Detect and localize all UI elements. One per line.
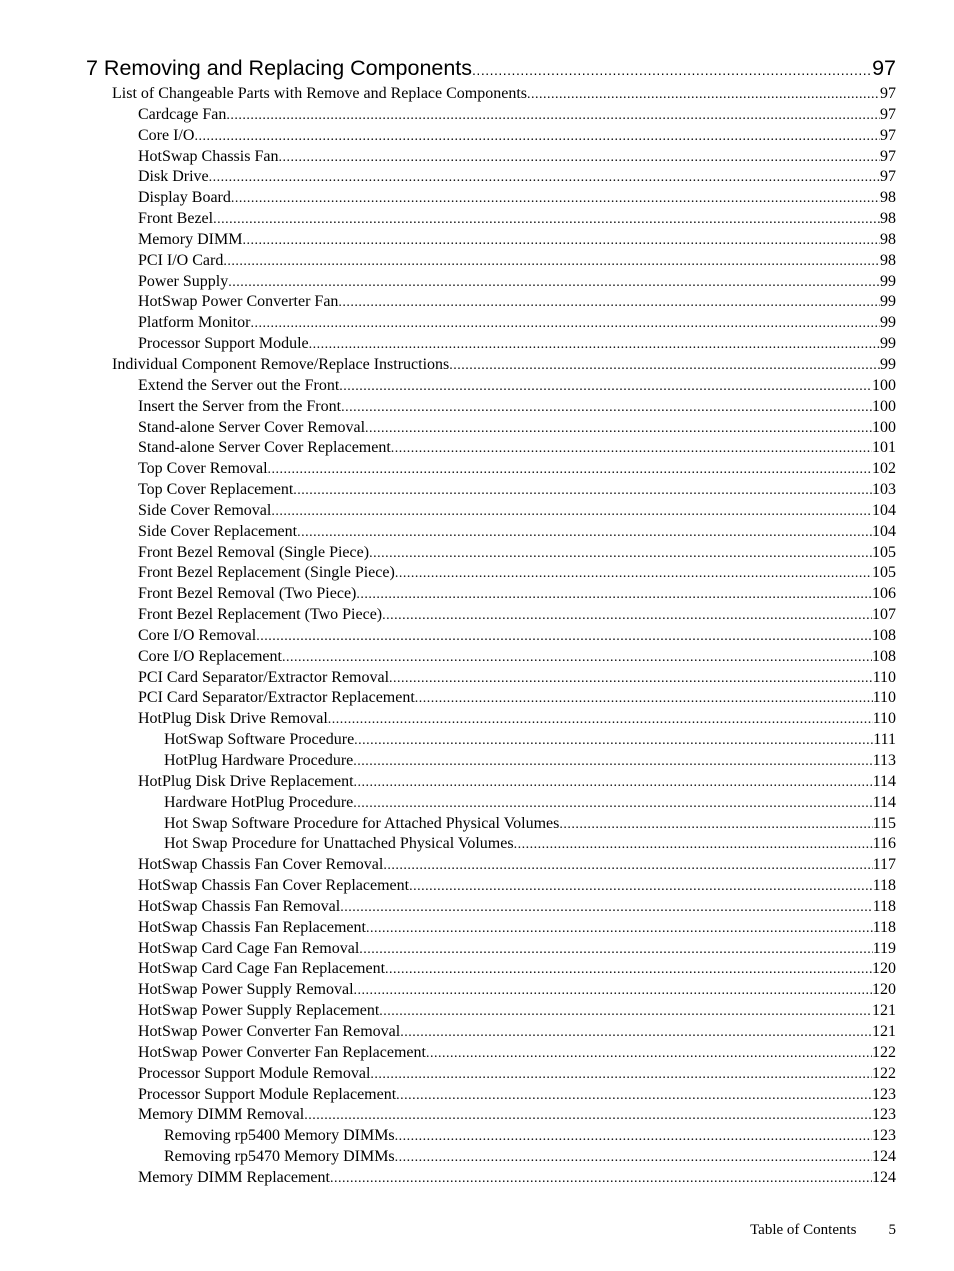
toc-entry-page-number: 107 <box>872 606 896 624</box>
dot-leader <box>383 856 872 877</box>
toc-entry-page-number: 97 <box>880 85 896 102</box>
toc-entry-title: HotSwap Chassis Fan <box>138 147 279 165</box>
toc-entry-title: Processor Support Module Replacement <box>138 1085 397 1103</box>
dot-leader <box>472 62 872 78</box>
toc-entry[interactable] <box>138 1022 896 1043</box>
toc-entry-page-number: 98 <box>880 230 896 248</box>
toc-entry-page-number: 99 <box>880 355 896 373</box>
dot-leader <box>338 293 880 314</box>
toc-entry-page-number: 100 <box>872 397 896 415</box>
toc-entry[interactable] <box>138 1168 896 1189</box>
toc-entry-title: HotSwap Software Procedure <box>164 731 355 749</box>
toc-entry[interactable] <box>138 626 896 647</box>
dot-leader <box>449 356 880 377</box>
toc-entry[interactable] <box>112 84 896 105</box>
toc-entry[interactable] <box>138 605 896 626</box>
toc-entry[interactable] <box>138 855 896 876</box>
toc-entry-page-number: 110 <box>872 668 896 686</box>
dot-leader <box>391 439 872 460</box>
toc-entry-title: Memory DIMM <box>138 230 243 248</box>
toc-entry-page-number: 119 <box>872 939 896 957</box>
dot-leader <box>389 669 873 690</box>
toc-entry-title: Front Bezel Replacement (Single Piece) <box>138 564 395 582</box>
dot-leader <box>415 689 873 710</box>
toc-entry[interactable] <box>138 459 896 480</box>
toc-entry-title: PCI Card Separator/Extractor Removal <box>138 668 390 686</box>
toc-entry-title: Removing rp5470 Memory DIMMs <box>164 1148 395 1166</box>
dot-leader <box>370 1065 872 1086</box>
dot-leader <box>385 960 872 981</box>
toc-entry-page-number: 101 <box>872 439 896 457</box>
toc-chapter-entry[interactable] <box>86 56 896 84</box>
toc-entry[interactable] <box>138 939 896 960</box>
toc-entry-title: Top Cover Removal <box>138 460 268 478</box>
toc-entry[interactable] <box>138 480 896 501</box>
toc-entry-title: Cardcage Fan <box>138 105 227 123</box>
toc-entry-title: HotSwap Chassis Fan Removal <box>138 897 341 915</box>
toc-entry-page-number: 115 <box>872 814 896 832</box>
dot-leader <box>365 419 872 440</box>
toc-entry-page-number: 104 <box>872 501 896 519</box>
toc-entry-page-number: 103 <box>872 481 896 499</box>
toc-entry-title: HotPlug Hardware Procedure <box>164 752 354 769</box>
toc-entry-title: HotSwap Power Converter Fan Replacement <box>138 1043 426 1061</box>
dot-leader <box>226 106 880 127</box>
dot-leader <box>527 85 880 106</box>
dot-leader <box>353 752 872 773</box>
toc-entry[interactable] <box>138 688 896 709</box>
toc-entry-title: Side Cover Replacement <box>138 522 298 540</box>
toc-entry-title: PCI Card Separator/Extractor Replacement <box>138 689 415 707</box>
toc-entry-page-number: 117 <box>872 856 896 874</box>
toc-entry[interactable] <box>164 1147 896 1168</box>
toc-entry[interactable] <box>164 751 896 772</box>
toc-entry[interactable] <box>112 355 896 376</box>
toc-entry[interactable] <box>138 1001 896 1022</box>
toc-entry[interactable] <box>138 397 896 418</box>
toc-entry-page-number: 111 <box>873 731 896 749</box>
toc-entry[interactable] <box>138 1105 896 1126</box>
dot-leader <box>330 1169 872 1190</box>
toc-entry[interactable] <box>138 209 896 230</box>
toc-entry[interactable] <box>138 647 896 668</box>
toc-entry-title: Disk Drive <box>138 168 209 186</box>
dot-leader <box>354 731 873 752</box>
toc-entry-page-number: 97 <box>880 126 896 144</box>
toc-entry[interactable] <box>164 1126 896 1147</box>
toc-entry-title: Removing rp5400 Memory DIMMs <box>164 1127 395 1145</box>
dot-leader <box>340 898 872 919</box>
chapter-title: 7 Removing and Replacing Components <box>86 56 473 80</box>
dot-leader <box>268 460 872 481</box>
toc-entry-page-number: 118 <box>872 897 896 915</box>
toc-entry-page-number: 98 <box>880 189 896 207</box>
dot-leader <box>293 481 872 502</box>
toc-entry-title: HotSwap Power Supply Replacement <box>138 1002 380 1020</box>
toc-entry[interactable] <box>138 438 896 459</box>
toc-entry-page-number: 120 <box>872 981 896 999</box>
toc-entry-page-number: 99 <box>880 272 896 290</box>
toc-entry-title: HotPlug Disk Drive Replacement <box>138 772 354 790</box>
toc-entry-title: Insert the Server from the Front <box>138 397 342 415</box>
toc-entry-page-number: 123 <box>872 1127 896 1145</box>
dot-leader <box>369 544 872 565</box>
dot-leader <box>395 564 872 585</box>
toc-entry[interactable] <box>164 834 896 855</box>
toc-entry-page-number: 100 <box>872 418 896 436</box>
toc-entry-title: HotSwap Chassis Fan Replacement <box>138 918 366 936</box>
dot-leader <box>256 627 872 648</box>
toc-entry-page-number: 121 <box>872 1022 896 1040</box>
toc-entry[interactable] <box>138 105 896 126</box>
toc-entry-page-number: 114 <box>872 772 896 790</box>
toc-entry-title: HotSwap Card Cage Fan Replacement <box>138 960 386 978</box>
dot-leader <box>353 794 872 815</box>
toc-entry[interactable] <box>138 1085 896 1106</box>
toc-entry[interactable] <box>138 230 896 251</box>
toc-entry[interactable] <box>138 772 896 793</box>
toc-entry-page-number: 99 <box>880 293 896 311</box>
dot-leader <box>282 648 872 669</box>
toc-entry[interactable] <box>138 543 896 564</box>
toc-entry-page-number: 123 <box>872 1085 896 1103</box>
toc-entry-page-number: 113 <box>872 752 896 769</box>
dot-leader <box>271 502 872 523</box>
toc-entry[interactable] <box>138 522 896 543</box>
toc-entry[interactable] <box>138 918 896 939</box>
toc-entry-title: Front Bezel Replacement (Two Piece) <box>138 606 383 624</box>
toc-entry-page-number: 123 <box>872 1106 896 1124</box>
dot-leader <box>278 148 880 169</box>
toc-entry-page-number: 118 <box>872 877 896 895</box>
toc-entry[interactable] <box>138 313 896 334</box>
toc-entry-page-number: 99 <box>880 335 896 353</box>
dot-leader <box>339 377 872 398</box>
toc-entry-page-number: 110 <box>872 689 896 707</box>
dot-leader <box>354 773 873 794</box>
dot-leader <box>304 1106 872 1127</box>
toc-entry-page-number: 122 <box>872 1043 896 1061</box>
toc-entry-title: Power Supply <box>138 272 229 290</box>
dot-leader <box>309 335 880 356</box>
toc-entry-page-number: 100 <box>872 376 896 394</box>
dot-leader <box>231 189 880 210</box>
toc-entry-title: HotSwap Chassis Fan Cover Replacement <box>138 877 410 895</box>
toc-entry[interactable] <box>138 1043 896 1064</box>
toc-entry-title: Hardware HotPlug Procedure <box>164 793 354 811</box>
toc-entry-title: Memory DIMM Replacement <box>138 1168 330 1186</box>
dot-leader <box>400 1023 872 1044</box>
dot-leader <box>366 919 873 940</box>
toc-entry-title: List of Changeable Parts with Remove and Replace Components <box>112 85 528 102</box>
dot-leader <box>341 398 872 419</box>
dot-leader <box>194 127 880 148</box>
toc-entry[interactable] <box>138 1064 896 1085</box>
toc-entry-page-number: 98 <box>880 210 896 228</box>
toc-entry-title: HotSwap Power Converter Fan <box>138 293 339 311</box>
toc-entry[interactable] <box>138 376 896 397</box>
dot-leader <box>395 1127 872 1148</box>
dot-leader <box>395 1148 872 1169</box>
toc-entry-page-number: 102 <box>872 460 896 478</box>
dot-leader <box>379 1002 872 1023</box>
toc-entry[interactable] <box>138 292 896 313</box>
toc-entry-title: Stand-alone Server Cover Removal <box>138 418 366 436</box>
toc-entry-page-number: 97 <box>880 168 896 186</box>
toc-entry[interactable] <box>138 501 896 522</box>
toc-entry[interactable] <box>138 668 896 689</box>
toc-entry-page-number: 97 <box>880 105 896 123</box>
toc-entry-title: PCI I/O Card <box>138 251 224 269</box>
dot-leader <box>228 273 880 294</box>
page-footer <box>700 1222 896 1242</box>
toc-entry-title: Front Bezel Removal (Single Piece) <box>138 543 370 561</box>
dot-leader <box>356 585 872 606</box>
dot-leader <box>328 710 873 731</box>
toc-entry-page-number: 116 <box>872 835 896 853</box>
toc-entry[interactable] <box>138 418 896 439</box>
dot-leader <box>242 231 880 252</box>
chapter-page-number: 97 <box>872 56 896 80</box>
dot-leader <box>559 815 872 836</box>
toc-entry[interactable] <box>138 876 896 897</box>
toc-entry-title: Individual Component Remove/Replace Instructions <box>112 355 450 373</box>
toc-entry[interactable] <box>138 897 896 918</box>
toc-entry-page-number: 122 <box>872 1064 896 1082</box>
toc-entry[interactable] <box>138 584 896 605</box>
toc-entry-title: Stand-alone Server Cover Replacement <box>138 439 391 457</box>
toc-entry[interactable] <box>138 272 896 293</box>
toc-entry[interactable] <box>138 188 896 209</box>
toc-entry-title: Core I/O Replacement <box>138 647 282 665</box>
dot-leader <box>396 1086 872 1107</box>
toc-entry[interactable] <box>138 334 896 355</box>
toc-entry-title: HotSwap Power Supply Removal <box>138 981 354 999</box>
toc-entry-title: Platform Monitor <box>138 314 251 332</box>
toc-entry-title: Front Bezel <box>138 210 214 228</box>
toc-entry-page-number: 120 <box>872 960 896 978</box>
dot-leader <box>426 1044 872 1065</box>
toc-entry-page-number: 118 <box>872 918 896 936</box>
toc-entry-title: Core I/O Removal <box>138 626 257 644</box>
toc-entry-page-number: 106 <box>872 585 896 603</box>
toc-entry[interactable] <box>164 730 896 751</box>
dot-leader <box>409 877 873 898</box>
toc-entry-title: HotSwap Card Cage Fan Removal <box>138 939 360 957</box>
toc-entry-title: Hot Swap Procedure for Unattached Physical Volumes <box>164 835 514 853</box>
toc-entry-title: Top Cover Replacement <box>138 481 294 499</box>
dot-leader <box>354 981 872 1002</box>
toc-entry[interactable] <box>138 167 896 188</box>
toc-entry-title: Memory DIMM Removal <box>138 1106 305 1124</box>
toc-entry-title: Processor Support Module Removal <box>138 1064 371 1082</box>
dot-leader <box>209 168 880 189</box>
toc-entry[interactable] <box>138 147 896 168</box>
toc-entry[interactable] <box>164 814 896 835</box>
toc-entry-page-number: 105 <box>872 543 896 561</box>
dot-leader <box>514 835 873 856</box>
toc-entry-page-number: 98 <box>880 251 896 269</box>
toc-entry[interactable] <box>138 126 896 147</box>
toc-entry-title: Side Cover Removal <box>138 501 272 519</box>
toc-entry-title: Front Bezel Removal (Two Piece) <box>138 585 357 603</box>
toc-entry-page-number: 105 <box>872 564 896 582</box>
dot-leader <box>223 252 880 273</box>
toc-entry[interactable] <box>138 251 896 272</box>
dot-leader <box>359 940 872 961</box>
toc-entry[interactable] <box>138 980 896 1001</box>
toc-entry-page-number: 110 <box>872 710 896 728</box>
toc-entry-page-number: 124 <box>872 1148 896 1166</box>
toc-entry-title: HotSwap Power Converter Fan Removal <box>138 1022 401 1040</box>
toc-entry-title: Hot Swap Software Procedure for Attached Physical Volumes <box>164 814 560 832</box>
toc-entry-page-number: 108 <box>872 626 896 644</box>
toc-entry-page-number: 121 <box>872 1002 896 1020</box>
toc-entry-title: HotPlug Disk Drive Removal <box>138 710 328 728</box>
toc-entry-title: HotSwap Chassis Fan Cover Removal <box>138 856 384 874</box>
toc-entry-page-number: 99 <box>880 314 896 332</box>
toc-entry-title: Core I/O <box>138 126 195 144</box>
footer-page-number: 5 <box>888 1222 896 1238</box>
toc-entry-page-number: 108 <box>872 647 896 665</box>
toc-entry-page-number: 104 <box>872 522 896 540</box>
dot-leader <box>250 314 880 335</box>
dot-leader <box>297 523 872 544</box>
toc-list <box>0 84 954 1189</box>
footer-label: Table of Contents <box>750 1222 857 1238</box>
toc-entry[interactable] <box>138 709 896 730</box>
toc-entry-page-number: 124 <box>872 1168 896 1186</box>
toc-entry-page-number: 114 <box>872 793 896 811</box>
dot-leader <box>382 606 872 627</box>
toc-entry-title: Display Board <box>138 189 231 207</box>
dot-leader <box>213 210 880 231</box>
toc-entry-page-number: 97 <box>880 147 896 165</box>
toc-entry[interactable] <box>138 563 896 584</box>
toc-entry-title: Extend the Server out the Front <box>138 376 340 394</box>
toc-entry-title: Processor Support Module <box>138 335 309 353</box>
toc-entry[interactable] <box>164 793 896 814</box>
toc-entry[interactable] <box>138 959 896 980</box>
